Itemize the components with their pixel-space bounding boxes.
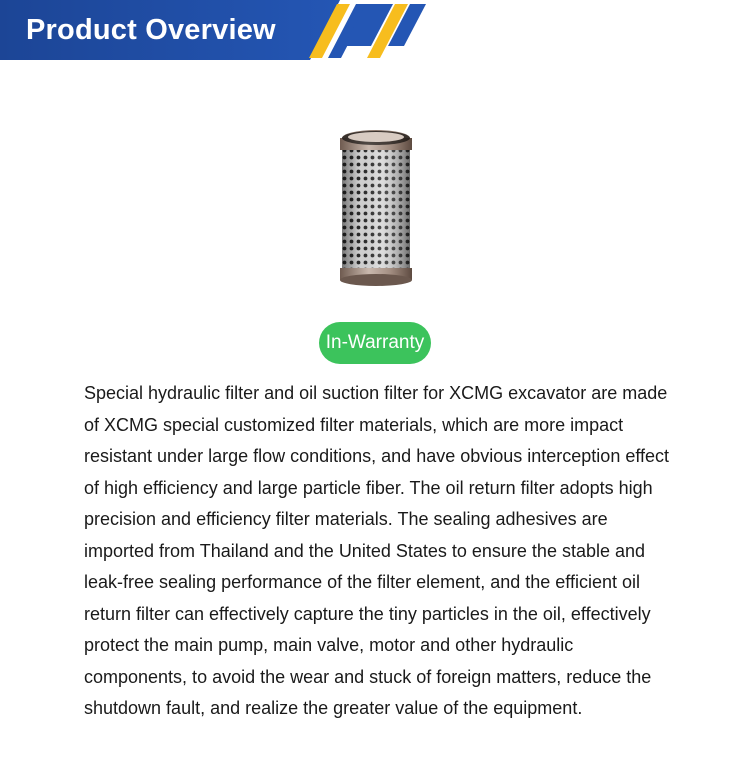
section-title: Product Overview [26, 14, 276, 46]
hydraulic-filter-cartridge-icon [320, 126, 430, 290]
section-header [0, 0, 750, 60]
product-description: Special hydraulic filter and oil suction filter for XCMG excavator are made of XCMG special customized filter materials, which are more impact resistant under large flow conditions, and have obvious interception effect of high efficiency and large particle fiber. The oil return filter adopts high precision and efficiency filter materials. The sealing adhesives are imported from Thailand and the United States to ensure the stable and leak-free sealing performance of the filter element, and the efficient oil return filter can effectively capture the tiny particles in the oil, effectively protect the main pump, main valve, motor and other hydraulic components, to avoid the wear and stuck of foreign matters, reduce the shutdown fault, and realize the greater value of the equipment. [84, 383, 670, 718]
warranty-status-badge: In-Warranty [319, 322, 431, 364]
